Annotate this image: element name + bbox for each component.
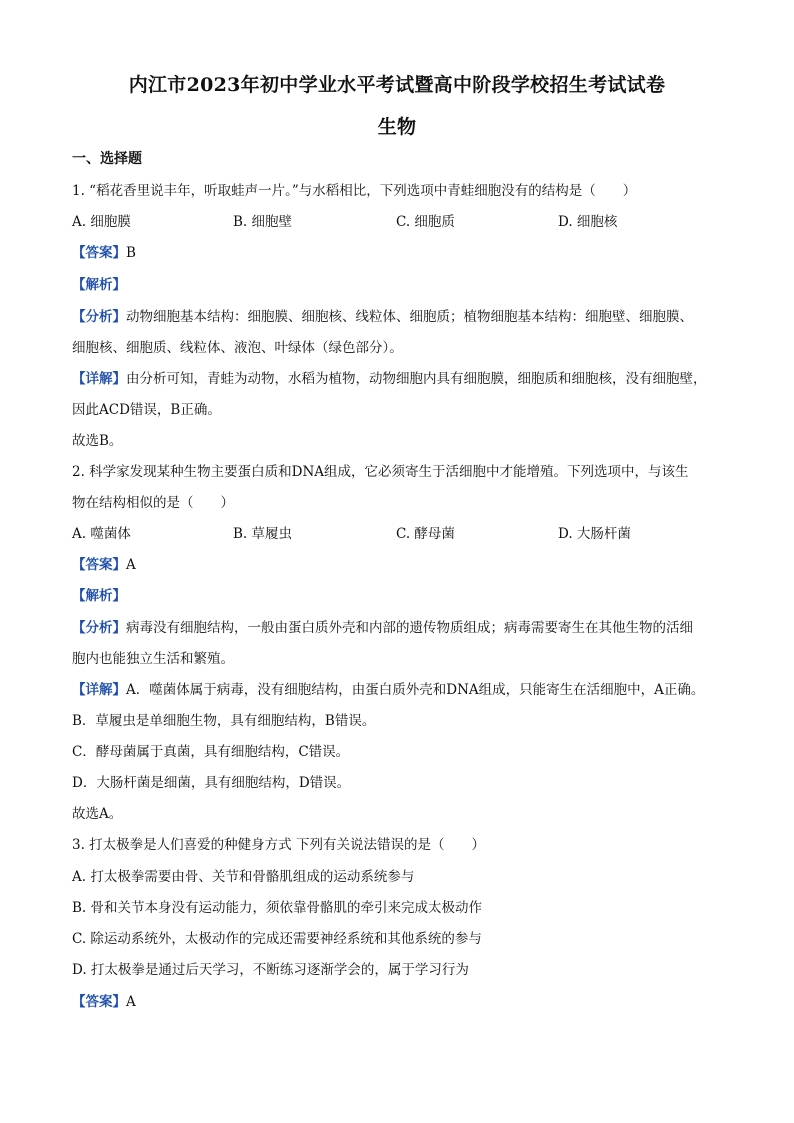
q2-analysis-line2: 胞内也能独立生活和繁殖。 [72,651,234,667]
analysis-tag: 【解析】 [72,277,126,293]
q1-analysis-line1 [72,308,693,326]
exam-title: 内江市2023年初中学业水平考试暨高中阶段学校招生考试试卷 [128,74,666,96]
q1-jiexi [72,276,126,294]
q1-option-d: D. 细胞核 [558,214,618,230]
q3-option-d: D. 打太极拳是通过后天学习，不断练习逐渐学会的，属于学习行为 [72,962,469,978]
q2-detail-b: B．草履虫是单细胞生物，具有细胞结构，B错误。 [72,713,376,729]
q1-detail-text: 由分析可知，青蛙为动物，水稻为植物，动物细胞内具有细胞膜，细胞质和细胞核，没有细胞壁， [126,371,707,387]
q1-option-a: A. 细胞膜 [72,214,131,230]
q3-answer [72,993,136,1011]
analysis-tag: 【解析】 [72,588,126,604]
q3-option-a: A. 打太极拳需要由骨、关节和骨骼肌组成的运动系统参与 [72,869,415,885]
q1-detail-line2: 因此ACD错误，B正确。 [72,402,221,418]
q2-stem-line1: 2. 科学家发现某种生物主要蛋白质和DNA组成，它必须寄生于活细胞中才能增殖。下列选项中，与该生 [72,464,689,480]
q3-option-b: B. 骨和关节本身没有运动能力，须依靠骨骼肌的牵引来完成太极动作 [72,900,483,916]
q3-stem: 3. 打太极拳是人们喜爱的种健身方式 下列有关说法错误的是（ ） [72,837,485,853]
q2-option-c: C. 酵母菌 [396,526,455,542]
q1-answer-value: B [126,245,136,261]
q3-answer-value: A [126,994,136,1010]
q1-answer [72,244,136,262]
q2-option-b: B. 草履虫 [233,526,293,542]
q1-option-b: B. 细胞壁 [233,214,293,230]
q2-analysis-text: 病毒没有细胞结构，一般由蛋白质外壳和内部的遗传物质组成；病毒需要寄生在其他生物的活细 [126,620,693,636]
xiangjie-tag: 【详解】 [72,682,126,698]
q1-analysis-line2: 细胞核、细胞质、线粒体、液泡、叶绿体（绿色部分）。 [72,340,403,356]
xiangjie-tag: 【详解】 [72,371,126,387]
q2-answer-value: A [126,557,136,573]
q2-detail-line1 [72,681,704,699]
answer-tag: 【答案】 [72,994,126,1010]
q1-option-c: C. 细胞质 [396,214,455,230]
q2-option-a: A. 噬菌体 [72,526,131,542]
q2-option-d: D. 大肠杆菌 [558,526,631,542]
q2-conclusion: 故选A。 [72,806,123,822]
subject-title: 生物 [377,116,417,138]
answer-tag: 【答案】 [72,557,126,573]
q1-stem: 1. “稻花香里说丰年，听取蛙声一片。”与水稻相比，下列选项中青蛙细胞没有的结构是（ ） [72,183,637,199]
q2-analysis-line1 [72,619,693,637]
answer-tag: 【答案】 [72,245,126,261]
q2-detail-d: D．大肠杆菌是细菌，具有细胞结构，D错误。 [72,775,351,791]
q2-jiexi [72,587,126,605]
q2-answer [72,556,136,574]
q3-option-c: C. 除运动系统外，太极动作的完成还需要神经系统和其他系统的参与 [72,931,482,947]
q2-stem-line2: 物在结构相似的是（ ） [72,495,234,511]
fenxi-tag: 【分析】 [72,309,126,325]
fenxi-tag: 【分析】 [72,620,126,636]
q1-detail-line1 [72,370,707,388]
q1-conclusion: 故选B。 [72,433,123,449]
q2-detail-text: A．噬菌体属于病毒，没有细胞结构，由蛋白质外壳和DNA组成，只能寄生在活细胞中，A正确。 [126,682,705,698]
q1-analysis-text: 动物细胞基本结构：细胞膜、细胞核、线粒体、细胞质；植物细胞基本结构：细胞壁、细胞膜、 [126,309,693,325]
section-heading: 一、选择题 [72,151,142,167]
q2-detail-c: C．酵母菌属于真菌，具有细胞结构，C错误。 [72,744,350,760]
